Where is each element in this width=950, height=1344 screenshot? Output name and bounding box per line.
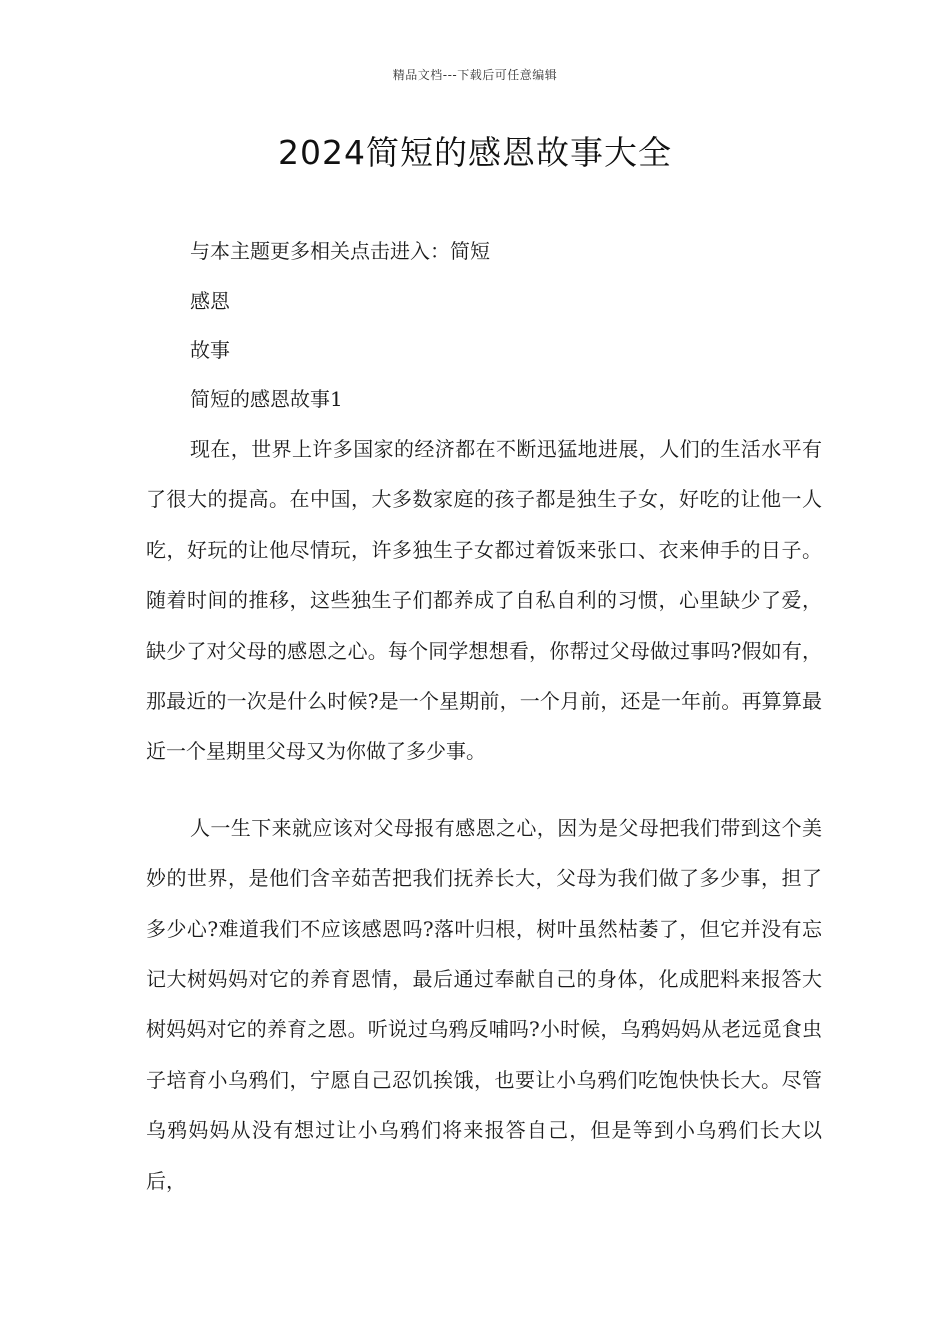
topic-tag-story: 故事 — [190, 338, 230, 362]
section-heading: 简短的感恩故事1 — [190, 387, 343, 411]
header-note: 精品文档---下载后可任意编辑 — [392, 68, 558, 82]
body-paragraph: 人一生下来就应该对父母报有感恩之心，因为是父母把我们带到这个美妙的世界，是他们含辛茹苦把我们抚养长大，父母为我们做了多少事，担了多少心?难道我们不应该感恩吗?落叶归根，树叶虽然枯萎了，但它并没有忘记大树妈妈对它的养育恩情，最后通过奉献自己的身体，化成肥料来报答大树妈妈对它的养育之恩。听说过乌鸦反哺吗?小时候，乌鸦妈妈从老远觅食虫子培育小乌鸦们，宁愿自己忍饥挨饿，也要让小乌鸦们吃饱快快长大。尽管乌鸦妈妈从没有想过让小乌鸦们将来报答自己，但是等到小乌鸦们长大以后， — [146, 815, 822, 1193]
document-title: 2024简短的感恩故事大全 — [278, 133, 672, 172]
body-paragraph: 现在，世界上许多国家的经济都在不断迅猛地进展，人们的生活水平有了很大的提高。在中国，大多数家庭的孩子都是独生子女，好吃的让他一人吃，好玩的让他尽情玩，许多独生子女都过着饭来张口、衣来伸手的日子。随着时间的推移，这些独生子们都养成了自私自利的习惯，心里缺少了爱，缺少了对父母的感恩之心。每个同学想想看，你帮过父母做过事吗?假如有，那最近的一次是什么时候?是一个星期前，一个月前，还是一年前。再算算最近一个星期里父母又为你做了多少事。 — [146, 437, 822, 764]
body-text — [146, 424, 822, 1206]
topic-tag-gratitude: 感恩 — [190, 289, 230, 313]
related-topics-line: 与本主题更多相关点击进入：简短 — [190, 239, 490, 263]
